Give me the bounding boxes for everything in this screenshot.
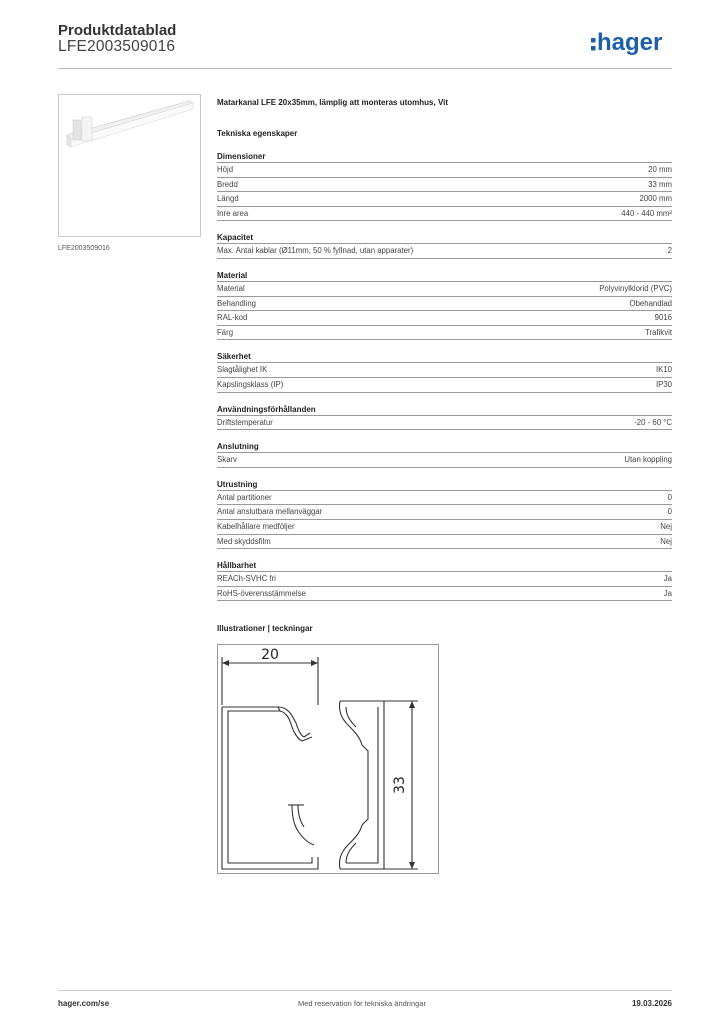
spec-label: Bredd — [217, 179, 238, 189]
spec-value: 0 — [667, 492, 672, 502]
footer-notice: Med reservation för tekniska ändringar — [298, 999, 426, 1008]
spec-section — [217, 232, 672, 259]
spec-row — [217, 297, 672, 312]
spec-section-title: Utrustning — [217, 479, 672, 491]
spec-label: Antal anslutbara mellanväggar — [217, 507, 323, 517]
spec-section — [217, 351, 672, 392]
spec-row — [217, 192, 672, 207]
spec-label: Skarv — [217, 455, 237, 465]
spec-section — [217, 404, 672, 431]
spec-row — [217, 363, 672, 378]
spec-row — [217, 326, 672, 341]
spec-section-title: Användningsförhållanden — [217, 404, 672, 416]
spec-row — [217, 311, 672, 326]
spec-label: Höjd — [217, 165, 234, 174]
spec-row — [217, 163, 672, 178]
spec-label: RoHS-överensstämmelse — [217, 588, 306, 598]
spec-label: Driftstemperatur — [217, 417, 273, 427]
technical-drawing — [217, 644, 439, 874]
spec-sections — [217, 151, 672, 601]
spec-value: 2 — [667, 246, 672, 256]
footer-website[interactable]: hager.com/se — [58, 999, 110, 1008]
spec-row — [217, 535, 672, 550]
spec-row — [217, 282, 672, 297]
spec-section — [217, 151, 672, 221]
spec-row — [217, 416, 672, 431]
hager-logo — [591, 27, 675, 57]
spec-value: Polyvinylklorid (PVC) — [599, 283, 672, 293]
footer-divider — [58, 990, 672, 991]
spec-section-title: Kapacitet — [217, 232, 672, 244]
spec-label: Kabelhållare medföljer — [217, 521, 295, 531]
spec-label: Kapslingsklass (IP) — [217, 379, 284, 389]
spec-section-title: Säkerhet — [217, 351, 672, 363]
spec-row — [217, 520, 672, 535]
dimension-height-label: 33 — [392, 776, 408, 795]
spec-row — [217, 572, 672, 587]
dimension-width-label: 20 — [261, 647, 279, 664]
spec-label: RAL-kod — [217, 313, 248, 323]
spec-label: Max. Antal kablar (Ø11mm, 50 % fyllnad, utan apparater) — [217, 246, 414, 256]
spec-row — [217, 178, 672, 193]
spec-section-title: Material — [217, 270, 672, 282]
spec-value: 20 mm — [648, 165, 672, 174]
spec-value: 2000 mm — [639, 194, 672, 204]
spec-row — [217, 453, 672, 468]
logo-text: hager — [597, 29, 663, 56]
spec-label: Antal partitioner — [217, 492, 272, 502]
spec-value: Ja — [663, 588, 672, 598]
document-title: Produktdatablad — [58, 22, 177, 39]
spec-value: Ja — [663, 574, 672, 584]
spec-label: Behandling — [217, 298, 257, 308]
datasheet-content — [217, 96, 672, 874]
technical-properties-heading: Tekniska egenskaper — [217, 129, 298, 138]
spec-value: 9016 — [654, 313, 672, 323]
spec-section — [217, 270, 672, 340]
spec-value: IP30 — [655, 379, 672, 389]
spec-row — [217, 207, 672, 222]
spec-row — [217, 491, 672, 506]
spec-value: Nej — [660, 521, 672, 531]
spec-value: Obehandlad — [629, 298, 672, 308]
spec-value: 0 — [667, 507, 672, 517]
spec-section — [217, 441, 672, 468]
spec-section — [217, 560, 672, 601]
spec-label: Med skyddsfilm — [217, 536, 271, 546]
spec-value: IK10 — [655, 365, 672, 375]
spec-label: Inre area — [217, 208, 249, 218]
product-image — [58, 94, 201, 237]
spec-value: Utan koppling — [624, 455, 672, 465]
spec-section-title: Hållbarhet — [217, 560, 672, 572]
spec-label: Färg — [217, 327, 234, 337]
spec-label: Längd — [217, 194, 239, 204]
footer-date: 19.03.2026 — [631, 999, 672, 1008]
spec-value: 440 - 440 mm² — [621, 208, 672, 218]
spec-value: -20 - 60 °C — [634, 417, 672, 427]
image-caption: LFE2003509016 — [58, 245, 110, 252]
spec-row — [217, 505, 672, 520]
spec-row — [217, 244, 672, 259]
illustrations-heading: Illustrationer | teckningar — [217, 624, 313, 634]
spec-row — [217, 378, 672, 393]
spec-section — [217, 479, 672, 549]
spec-label: Slagtålighet IK — [217, 365, 268, 375]
spec-value: 33 mm — [648, 179, 672, 189]
product-description: Matarkanal LFE 20x35mm, lämplig att monteras utomhus, Vit — [217, 98, 449, 107]
spec-label: Material — [217, 283, 245, 293]
product-code: LFE2003509016 — [58, 38, 176, 55]
spec-label: REACh-SVHC fri — [217, 574, 276, 584]
spec-section-title: Dimensioner — [217, 151, 672, 163]
spec-value: Trafikvit — [645, 327, 672, 337]
spec-section-title: Anslutning — [217, 441, 672, 453]
spec-row — [217, 587, 672, 602]
header-divider — [58, 68, 672, 69]
spec-value: Nej — [660, 536, 672, 546]
